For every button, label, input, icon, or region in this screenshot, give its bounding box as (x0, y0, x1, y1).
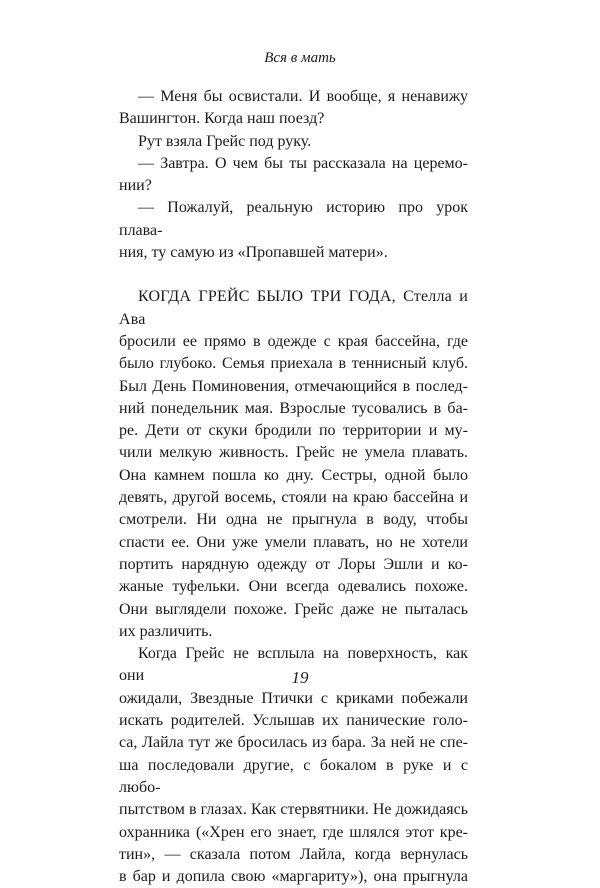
text-line: портить нарядную одежду от Лоры Эшли и ко- (119, 555, 468, 573)
text-line: Они выглядели похоже. Грейс даже не пыталась (119, 600, 468, 618)
text-line: ожидали, Звездные Птички с криками побежали (119, 689, 468, 707)
text-line: ний понедельник мая. Взрослые тусовались в ба- (119, 399, 468, 417)
section-break (119, 264, 468, 286)
text-line: было глубоко. Семья приехала в теннисный клуб. (119, 355, 468, 373)
section-opening-line: КОГДА ГРЕЙС БЫЛО ТРИ ГОДА, Стелла и Ава (119, 288, 468, 328)
text-line: са, Лайла тут же бросилась из бара. За ней не спе- (119, 734, 468, 752)
body-text (119, 86, 468, 888)
text-line: жаные туфельки. Они всегда одевались похоже. (119, 578, 468, 596)
text-line: — Завтра. О чем бы ты рассказала на церемо- (138, 154, 468, 172)
text-line: нии? (119, 177, 152, 195)
text-line: Она камнем пошла ко дну. Сестры, одной было (119, 466, 468, 484)
text-line: девять, другой восемь, стояли на краю бассейна и (119, 489, 468, 507)
text-line: Вашингтон. Когда наш поезд? (119, 110, 325, 128)
text-line: тин», — сказала потом Лайла, когда вернулась (119, 845, 468, 863)
text-line: чили мелкую живность. Грейс не умела плавать. (119, 444, 468, 462)
text-line: пытством в глазах. Как стервятники. Не дожидаясь (119, 801, 468, 819)
text-line: ре. Дети от скуки бродили по территории и му- (119, 422, 468, 440)
running-head: Вся в мать (264, 50, 336, 66)
text-line: ша последовали другие, с бокалом в руке и с любо- (119, 756, 468, 796)
text-line: — Пожалуй, реальную историю про урок плава- (119, 199, 468, 239)
text-line: смотрели. Ни одна не прыгнула в воду, чтобы (119, 511, 468, 529)
text-line: бросили ее прямо в одежде с края бассейна, где (119, 332, 468, 350)
text-line: их различить. (119, 622, 213, 640)
text-line: ния, ту самую из «Пропавшей матери». (119, 244, 388, 262)
text-line: Был День Поминовения, отмечающийся в послед- (119, 377, 468, 395)
text-line: охранника («Хрен его знает, где шлялся этот кре- (119, 823, 468, 841)
text-line: спасти ее. Они уже умели плавать, но не хотели (119, 533, 468, 551)
text-line: искать родителей. Услышав их панические голо- (119, 712, 468, 730)
text-line: в бар и допила свою «маргариту»), она прыгнула (119, 868, 468, 886)
text-line: — Меня бы освистали. И вообще, я ненавижу (138, 88, 468, 105)
text-line: Рут взяла Грейс под руку. (138, 132, 312, 150)
page-number: 19 (291, 668, 309, 687)
text-line: Когда Грейс не всплыла на поверхность, как они (119, 645, 468, 685)
